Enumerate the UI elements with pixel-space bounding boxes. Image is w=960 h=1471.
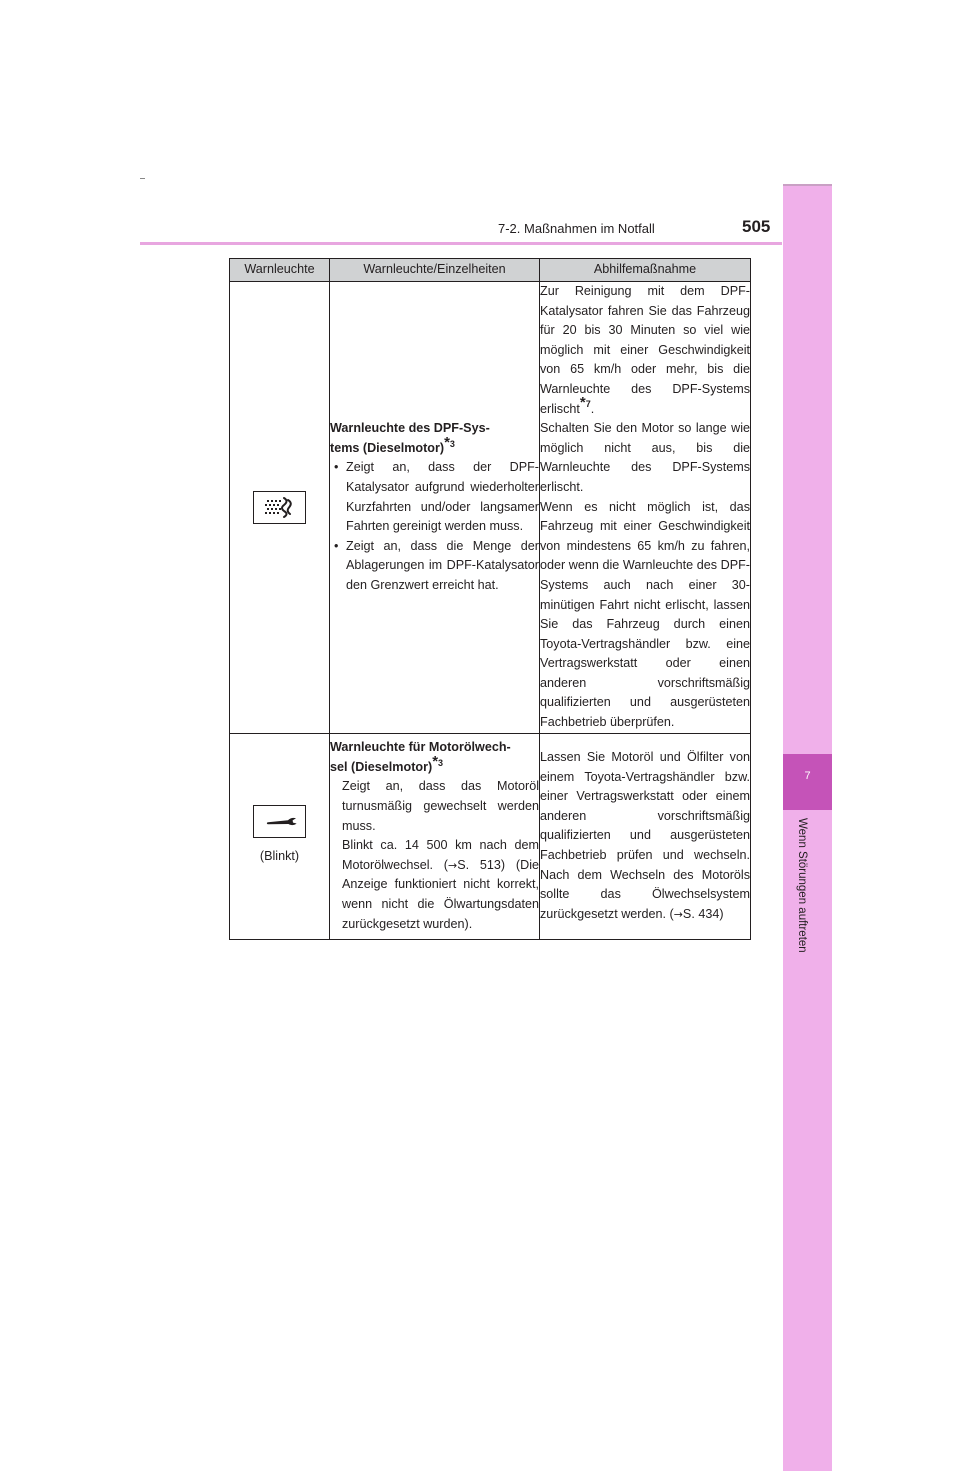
remedy-cell — [540, 733, 751, 939]
details-cell — [330, 733, 540, 939]
chapter-number-box — [783, 754, 832, 810]
warning-light-table — [229, 258, 751, 940]
chapter-title: Wenn Störungen auftreten — [796, 818, 808, 953]
side-tab-top-edge — [783, 184, 832, 186]
remedy-paragraph: Lassen Sie Motoröl und Ölfilter von einem Toyota-Vertragshändler bzw. einer Vertragswerkstatt oder einem anderen vorschriftsmäßig qualifizierten und ausgerüsteten Fachbetrieb prüfen und wechseln. Nach dem Wechseln des Motoröls sollte das Ölwechselsystem zurückgesetzt werden. (→S. 434) — [540, 749, 750, 921]
reference-arrow-icon: → — [673, 907, 683, 921]
footnote-ref: *7 — [579, 394, 591, 412]
header-warning-light: Warnleuchte — [230, 259, 330, 282]
footnote-ref: *3 — [432, 752, 444, 770]
detail-paragraph: Zeigt an, dass das Motoröl turnusmäßig gewechselt werden muss. — [342, 779, 539, 833]
detail-paragraph: Blinkt ca. 14 500 km nach dem Motorölwechsel. (→S. 513) (Die Anzeige funktioniert nicht korrekt, wenn nicht die Ölwartungsdaten zurückgesetzt wurden). — [342, 838, 539, 931]
footnote-ref: *3 — [444, 433, 455, 451]
dpf-warning-icon — [253, 491, 306, 524]
icon-cell — [230, 282, 330, 734]
chapter-number: 7 — [804, 770, 811, 782]
header-remedy: Abhilfemaßnahme — [540, 259, 751, 282]
list-item: • Zeigt an, dass der DPF-Katalysator aufgrund wiederholter Kurzfahrten und/oder langsamer Fahrten gereinigt werden muss. — [330, 458, 539, 536]
wrench-icon — [253, 805, 306, 838]
crop-mark — [140, 178, 145, 179]
icon-cell — [230, 733, 330, 939]
icon-caption: (Blinkt) — [259, 849, 300, 864]
warning-title: Warnleuchte für Motorölwech- sel (Dieselmotor)$^{*3}$ — [330, 740, 511, 774]
reference-arrow-icon: → — [447, 858, 458, 872]
remedy-cell — [540, 282, 751, 734]
details-cell — [330, 282, 540, 734]
table-row — [230, 733, 751, 939]
section-title: 7-2. Maßnahmen im Notfall — [498, 221, 655, 236]
remedy-paragraph: Schalten Sie den Motor so lange wie möglich nicht aus, bis die Warnleuchte des DPF-Systems erlischt. — [540, 421, 750, 494]
header-rule — [140, 242, 782, 245]
table-header-row — [230, 259, 751, 282]
detail-bullets — [330, 458, 539, 595]
remedy-paragraph: Wenn es nicht möglich ist, das Fahrzeug mit einer Geschwindigkeit von mindestens 65 km/h zu fahren, oder wenn die Warnleuchte des DPF-Systems auch nach einer 30-minütigen Fahrt nicht erlischt, lassen Sie das Fahrzeug durch einen Toyota-Vertragshändler bzw. eine Vertragswerkstatt oder einen anderen vorschriftsmäßig qualifizierten und ausgerüsteten Fachbetrieb überprüfen. — [540, 499, 750, 730]
header-details: Warnleuchte/Einzelheiten — [330, 259, 540, 282]
table-row — [230, 282, 751, 734]
warning-title: Warnleuchte des DPF-Sys- tems (Dieselmotor)$^{*3}$ — [330, 421, 490, 455]
page-number: 505 — [742, 217, 771, 236]
list-item: • Zeigt an, dass die Menge der Ablagerungen im DPF-Katalysator den Grenzwert erreicht hat. — [330, 537, 539, 596]
remedy-paragraph: Zur Reinigung mit dem DPF-Katalysator fahren Sie das Fahrzeug für 20 bis 30 Minuten so viel wie möglich mit einer Geschwindigkeit von 65 km/h oder mehr, bis die Warnleuchte des DPF-Systems erlischt$^{*7}$. — [540, 284, 750, 416]
